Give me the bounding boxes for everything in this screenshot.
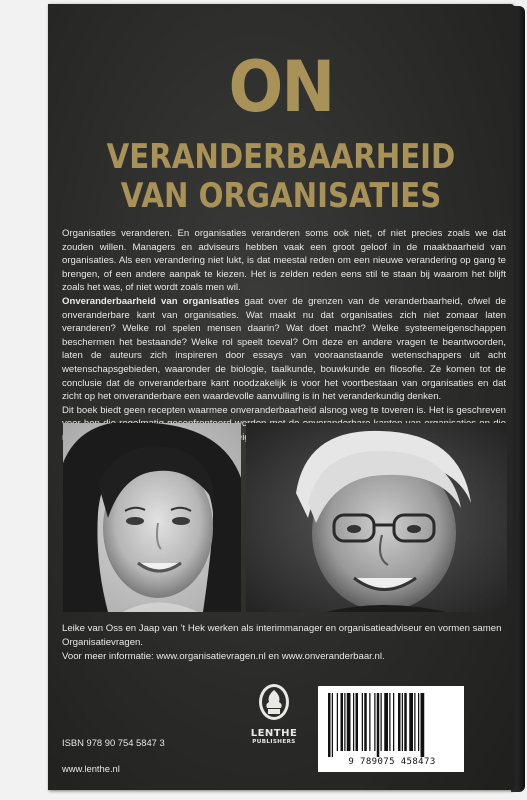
barcode-bar [414,693,415,751]
barcode-bar [421,693,425,757]
barcode [318,686,464,772]
barcode-bar [402,693,403,751]
portrait-photo-woman [63,423,241,612]
description-paragraph-3: Dit boek biedt geen recepten waarmee onveranderbaarheid alsnog weg te toveren is. Het is geschreven [62,404,506,416]
description [62,227,506,445]
barcode-bar [418,693,419,751]
book-title-bold: Onveranderbaarheid van organisaties [62,295,240,307]
portrait-photo-man [246,423,507,612]
description-paragraph-2-text: gaat over de grenzen van de veranderbaarheid, ofwel de onveranderbare kant van organisaties. Wat maakt nu dat organisaties zich niet zomaar laten veranderen? Welke rol spelen mensen daarin? Wat doet macht? Welke systeemeigenschappen beschermen het bestaande? Welke rol speelt toeval? Om deze en andere vragen te beantwoorden, laten de auteurs zich inspireren door essays van vooraanstaande wetenschappers uit acht wetenschapsgebieden, waaronder de biologie, taalkunde, bouwkunde en filosofie. Ze komen tot de conclusie dat de onveranderbare kant noodzakelijk is voor het voortbestaan van organisaties en dat zicht op het onveranderbare een waardevolle aanvulling is in het veranderkundig denken. [62,295,506,403]
barcode-bar [389,693,390,751]
barcode-bar [341,693,344,751]
isbn-label: ISBN 978 90 754 5847 3 [62,737,165,748]
barcode-bar [337,693,338,751]
title-line-1: VERANDERBAARHEID [106,137,456,177]
title-big: ON [228,46,334,128]
barcode-bar [398,693,401,751]
publisher-website: www.lenthe.nl [62,763,120,774]
barcode-bar [404,693,407,751]
barcode-bar [393,693,394,751]
publisher-subtitle: PUBLISHERS [252,739,296,745]
more-info: Voor meer informatie: www.organisatievragen.nl en www.onveranderbaar.nl. [62,650,385,662]
barcode-bar [328,693,331,757]
barcode-bar [384,693,388,751]
book-back-cover [48,4,514,790]
barcode-bar [381,693,382,751]
lenthe-logo-icon [257,682,291,722]
barcode-bar [344,693,345,751]
barcode-bar [347,693,351,751]
author-bio: Leike van Oss en Jaap van ’t Hek werken als interimmanager en organisatieadviseur en vormen samen Organisatievragen. [62,623,502,648]
barcode-bar [364,693,367,751]
barcode-bars [326,693,456,757]
barcode-bar [377,693,380,757]
barcode-bar [369,693,370,751]
description-paragraph-2 [62,295,506,404]
barcode-bar [332,693,333,757]
barcode-digits: 9 789075 458473 [348,757,436,767]
barcode-bar [353,693,354,751]
title-line-2: VAN ORGANISATIES [120,176,442,216]
publisher-name: LENTHE [250,728,298,739]
barcode-bar [356,693,359,751]
author-info [62,622,506,663]
barcode-bar [409,693,413,751]
publisher-logo [244,682,304,745]
barcode-bar [362,693,363,751]
description-paragraph-1: Organisaties veranderen. En organisaties veranderen soms ook niet, of niet precies zoals we dat zouden willen. Managers en adviseurs hebben vaak een groot geloof in de maakbaarheid van organisaties. Als een verandering niet lukt, is dat meestal reden om een nieuwe verandering op gang te brengen, of een andere aanpak te kiezen. Het is zelden reden eens stil te staan bij waarom het blijft zoals het was, of niet wordt zoals men wil. [62,228,506,294]
barcode-bar [374,693,375,751]
